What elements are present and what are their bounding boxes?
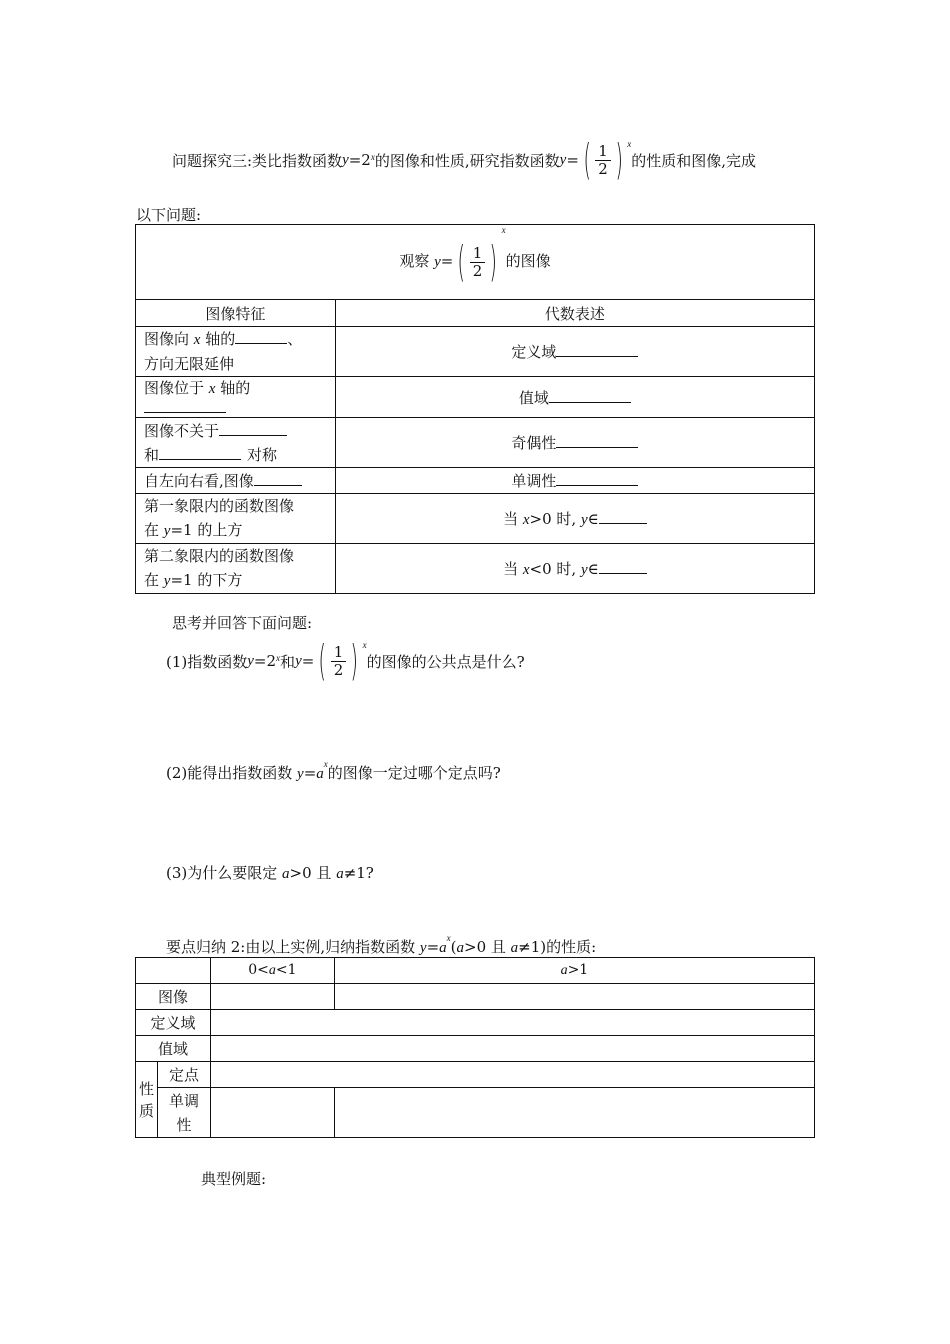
table-row: 自左向右看,图像 <box>136 468 336 494</box>
table-row: 第二象限内的函数图像 在 y=1 的下方 <box>136 544 336 594</box>
examples-heading: 典型例题: <box>201 1170 267 1188</box>
row-properties: 性 质 <box>136 1062 158 1138</box>
graph-features-table: 观察 y= ( 1 2 ) $^x$的图像 图像特征 代数表述 图像向 x 轴的 、 方向无限延伸 定义域 图像位于 x 轴的 值域 图像不关于 和 对称 奇偶性 自左向右看,图像 单调性 第一象限内的函数图像 在 y=1 的上方 当 x>0 时, y∈ 第二象限内的函数图像 在 y=1 的下方 当 x<0 时, y∈ <box>135 224 815 594</box>
row-range: 值域 <box>136 1036 211 1062</box>
think-title: 思考并回答下面问题: <box>172 614 313 632</box>
table-row: 图像向 x 轴的 、 方向无限延伸 <box>136 327 336 377</box>
question-1: (1)指数函数 y =2 $^x$ 和 y = ( 1 2 ) $^x$ 的图像的公共点是什么? <box>166 636 525 685</box>
properties-table <box>135 957 815 1138</box>
row-domain: 定义域 <box>136 1010 211 1036</box>
row-fixed-point: 定点 <box>157 1062 210 1088</box>
intro-line-1: 问题探究三:类比指数函数 y =2 $^x$ 的图像和性质,研究指数函数 y = ( 1 2 ) $^x$ 的性质和图像,完成 <box>172 135 756 184</box>
table-row: 图像不关于 和 对称 <box>136 418 336 468</box>
table-row: 第一象限内的函数图像 在 y=1 的上方 <box>136 494 336 544</box>
col-header-algebra: 代数表述 <box>335 300 814 327</box>
table-title: 观察 y= ( 1 2 ) $^x$的图像 <box>136 225 815 300</box>
intro-line-2: 以下问题: <box>136 206 202 224</box>
fraction-one-half: ( 1 2 ) <box>583 135 623 184</box>
col-header-a-lt-1: 0<a<1 <box>210 958 334 984</box>
row-monotonicity: 单调 性 <box>157 1088 210 1138</box>
col-header-features: 图像特征 <box>136 300 336 327</box>
row-image: 图像 <box>136 984 211 1010</box>
question-2: (2)能得出指数函数 $y=a^x$的图像一定过哪个定点吗? <box>166 759 501 782</box>
col-header-a-gt-1: a>1 <box>334 958 814 984</box>
question-3: (3)为什么要限定 a>0 且 a≠1? <box>166 864 374 882</box>
summary-heading: 要点归纳 2:由以上实例,归纳指数函数 $y=a^x(a>0$ 且 a≠1)的性质: <box>166 933 597 956</box>
table-row: 图像位于 x 轴的 <box>136 377 336 418</box>
